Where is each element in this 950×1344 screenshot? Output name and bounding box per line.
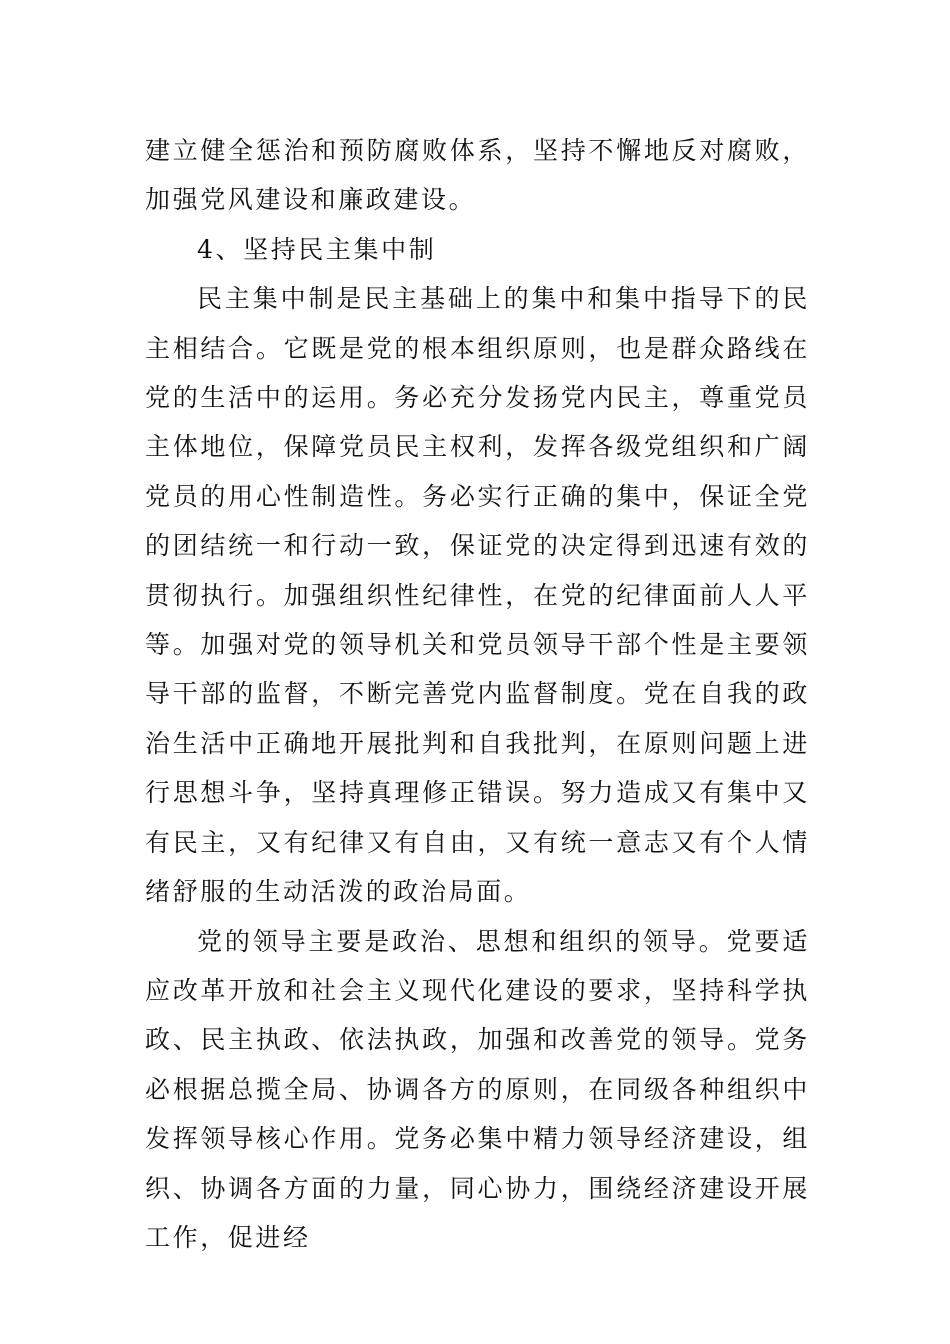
- paragraph-party-leadership: 党的领导主要是政治、思想和组织的领导。党要适应改革开放和社会主义现代化建设的要求，坚持科学执政、民主执政、依法执政，加强和改善党的领导。党务必根据总揽全局、协调各方的原则，在同级各种组织中发挥领导核心作用。党务必集中精力领导经济建设，组织、协调各方面的力量，同心协力，围绕经济建设开展工作，促进经: [145, 926, 810, 1252]
- body-text: [145, 126, 810, 1262]
- paragraph-democratic-centralism: 民主集中制是民主基础上的集中和集中指导下的民主相结合。它既是党的根本组织原则，也是群众路线在党的生活中的运用。务必充分发扬党内民主，尊重党员主体地位，保障党员民主权利，发挥各级党组织和广阔党员的用心性制造性。务必实行正确的集中，保证全党的团结统一和行动一致，保证党的决定得到迅速有效的贯彻执行。加强组织性纪律性，在党的纪律面前人人平等。加强对党的领导机关和党员领导干部个性是主要领导干部的监督，不断完善党内监督制度。党在自我的政治生活中正确地开展批判和自我批判，在原则问题上进行思想斗争，坚持真理修正错误。努力造成又有集中又有民主，又有纪律又有自由，又有统一意志又有个人情绪舒服的生动活泼的政治局面。: [145, 284, 810, 907]
- section-heading: 4、坚持民主集中制: [197, 234, 437, 264]
- paragraph-continuation: 建立健全惩治和预防腐败体系，坚持不懈地反对腐败，加强党风建设和廉政建设。: [145, 136, 810, 215]
